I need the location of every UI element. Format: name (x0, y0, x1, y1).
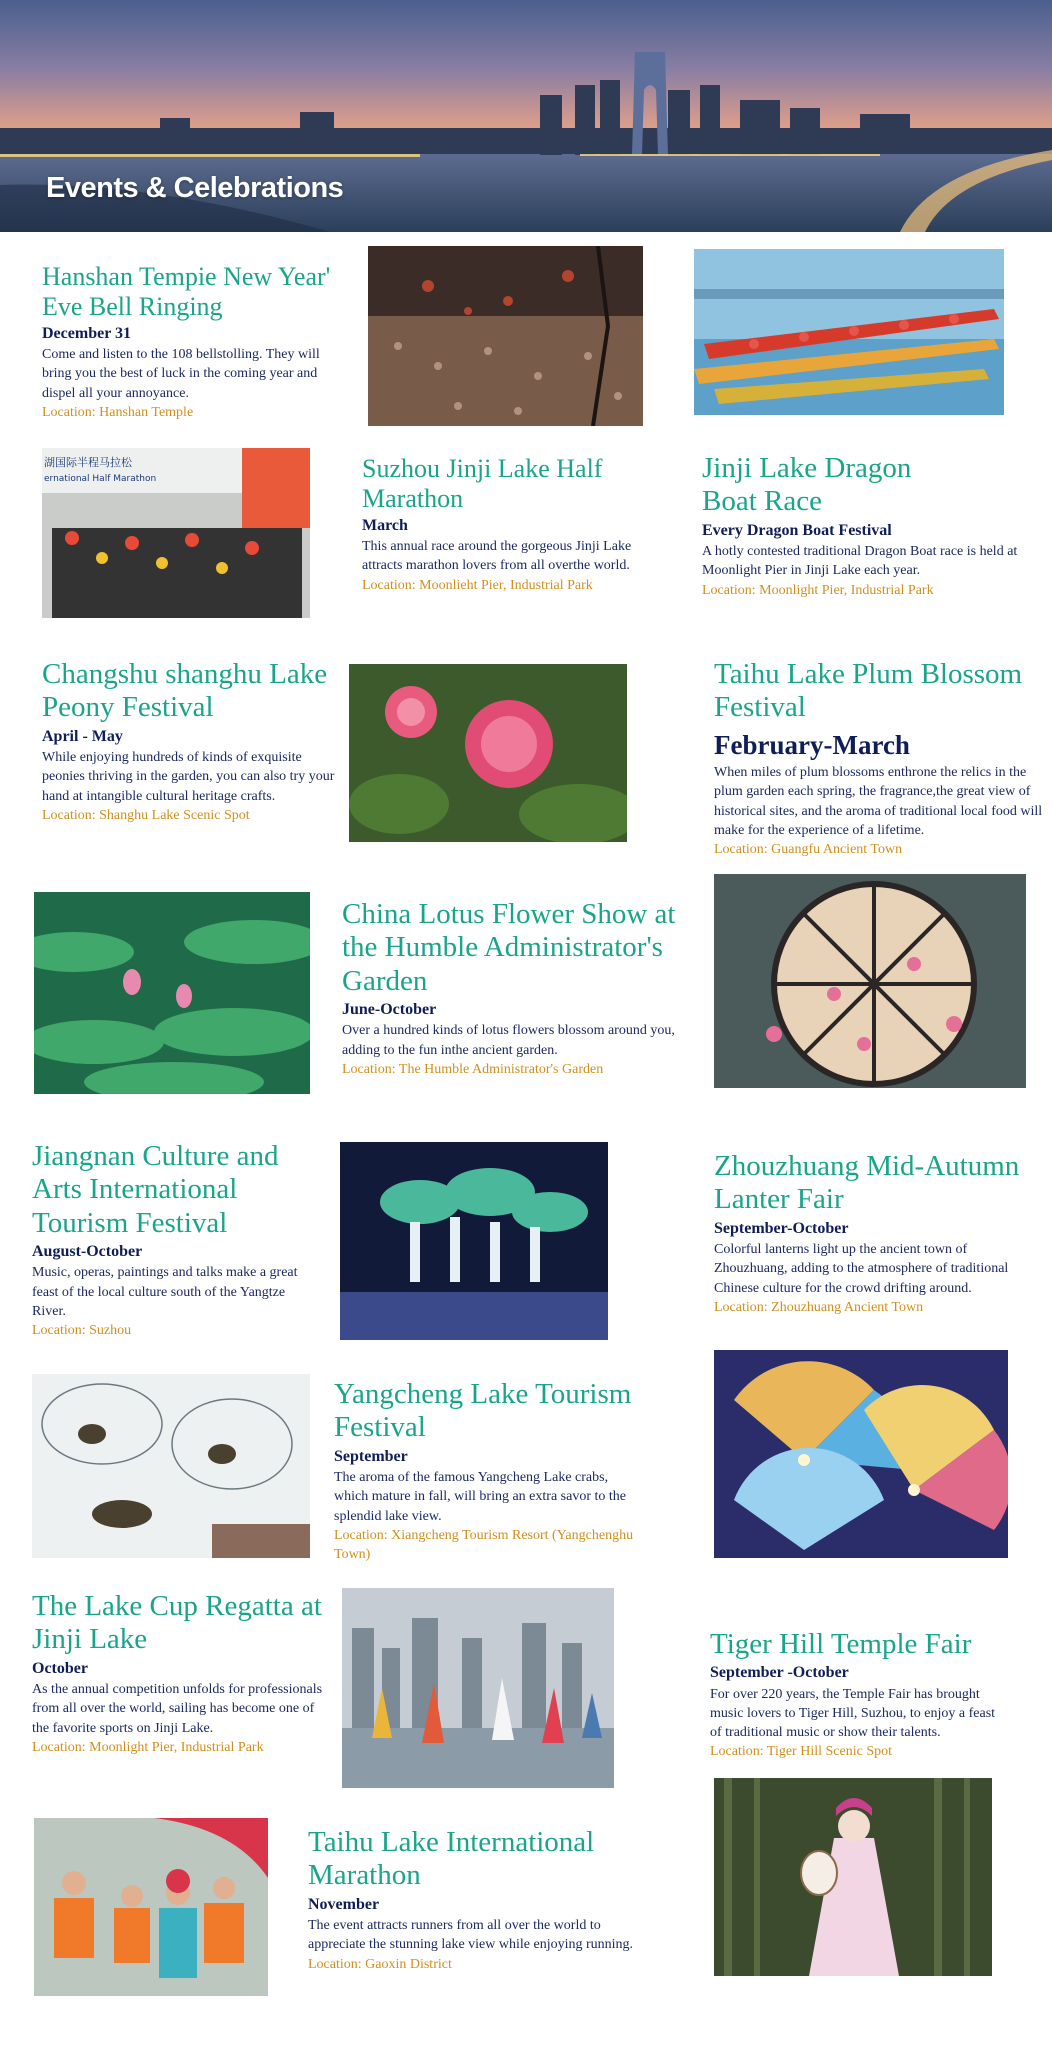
event-description: Colorful lanterns light up the ancient town of Zhouzhuang, adding to the atmosphere of traditional Chinese culture for the crowd drifting around. (714, 1241, 1009, 1296)
event-location: Location: Tiger Hill Scenic Spot (710, 1744, 892, 1760)
event-description: The event attracts runners from all over the world to appreciate the stunning lake view while enjoying running. (308, 1917, 634, 1953)
event-dragon-boat (702, 452, 1032, 600)
event-jinji-half-marathon (362, 454, 652, 595)
event-location: Location: Moonlight Pier, Industrial Park (702, 582, 934, 598)
event-location: Location: Guangfu Ancient Town (714, 842, 903, 858)
dragon-boat-photo (694, 249, 1004, 415)
event-title: Taihu Lake Plum Blossom Festival (714, 658, 1023, 724)
event-date: April - May (42, 727, 123, 745)
event-location: Location: Xiangcheng Tourism Resort (Yangchenghu Town) (334, 1527, 634, 1563)
lantern-fair-photo (714, 1350, 1008, 1558)
event-description: As the annual competition unfolds for professionals from all over the world, sailing has become one of the favorite sports on Jinji Lake. (32, 1681, 323, 1736)
event-title: Jinji Lake Dragon Boat Race (702, 452, 912, 518)
umbrella-dance-photo (340, 1142, 608, 1340)
event-date: June-October (342, 1001, 437, 1019)
event-date: November (308, 1895, 380, 1913)
event-taihu-marathon (308, 1826, 648, 1974)
event-description: Over a hundred kinds of lotus flowers blossom around you, adding to the fun inthe ancient garden. (342, 1023, 675, 1058)
event-location: Location: Zhouzhuang Ancient Town (714, 1299, 924, 1315)
event-zhouzhuang-lantern (714, 1150, 1052, 1317)
regatta-photo (342, 1588, 614, 1788)
event-title: Jiangnan Culture and Arts International Tourism Festival (32, 1140, 279, 1239)
event-date: October (32, 1659, 88, 1677)
event-date: September -October (710, 1664, 849, 1682)
event-title: China Lotus Flower Show at the Humble Administrator's Garden (342, 898, 676, 997)
event-date: Every Dragon Boat Festival (702, 521, 892, 539)
event-description: This annual race around the gorgeous Jinji Lake attracts marathon lovers from all overthe world. (362, 538, 632, 574)
event-date: March (362, 516, 408, 534)
event-peony-festival (42, 658, 342, 825)
crowd-bell-photo (368, 246, 643, 426)
event-date: September (334, 1447, 408, 1465)
event-title: Taihu Lake International Marathon (308, 1826, 595, 1892)
event-description: Come and listen to the 108 bellstolling. They will bring you the best of luck in the coming year and dispel all your annoyance. (42, 346, 320, 401)
event-title: Suzhou Jinji Lake Half Marathon (362, 454, 603, 513)
event-description: For over 220 years, the Temple Fair has brought music lovers to Tiger Hill, Suzhou, to enjoy a feast of traditional music or show their talents. (710, 1686, 996, 1741)
event-date: February-March (714, 729, 910, 760)
event-title: Zhouzhuang Mid-Autumn Lanter Fair (714, 1150, 1020, 1216)
event-date: September-October (714, 1219, 849, 1237)
event-location: Location: Shanghu Lake Scenic Spot (42, 807, 250, 823)
event-title: Tiger Hill Temple Fair (710, 1628, 972, 1660)
event-yangcheng-lake (334, 1378, 634, 1564)
event-lake-cup-regatta (32, 1590, 332, 1757)
event-location: Location: Moonlight Pier, Industrial Park (32, 1739, 264, 1755)
banner-subtext: ernational Half Marathon (44, 474, 157, 484)
event-description: Music, operas, paintings and talks make a great feast of the local culture south of the Yangtze River. (32, 1265, 298, 1319)
half-marathon-photo (42, 448, 310, 618)
event-location: Location: Suzhou (32, 1323, 132, 1339)
plum-blossom-photo (714, 874, 1026, 1088)
event-hanshan-bell (42, 262, 342, 422)
event-title: Yangcheng Lake Tourism Festival (334, 1378, 632, 1444)
event-description: The aroma of the famous Yangcheng Lake crabs, which mature in fall, will bring an extra savor to the splendid lake view. (334, 1469, 626, 1524)
event-title: The Lake Cup Regatta at Jinji Lake (32, 1590, 322, 1656)
lake-marathon-photo (34, 1818, 268, 1996)
peony-photo (349, 664, 627, 842)
event-date: December 31 (42, 324, 131, 342)
event-title: Changshu shanghu Lake Peony Festival (42, 658, 328, 724)
event-location: Location: Hanshan Temple (42, 404, 194, 420)
event-title: Hanshan Tempie New Year' Eve Bell Ringing (42, 262, 331, 321)
event-lotus-show (342, 898, 682, 1079)
event-description: When miles of plum blossoms enthrone the relics in the plum garden each spring, the fragrance,the great view of historical sites, and the aroma of traditional local food will make for the experience of a lifetime. (714, 765, 1043, 839)
lotus-photo (34, 892, 310, 1094)
event-description: While enjoying hundreds of kinds of exquisite peonies thriving in the garden, you can also try your hand at intangible cultural heritage crafts. (42, 749, 335, 804)
event-description: A hotly contested traditional Dragon Boat race is held at Moonlight Pier in Jinji Lake each year. (702, 543, 1018, 579)
opera-performer-photo (714, 1778, 992, 1976)
page-title: Events & Celebrations (46, 172, 344, 204)
banner-text: 湖国际半程马拉松 (44, 456, 132, 469)
event-plum-blossom (714, 658, 1052, 860)
event-date: August-October (32, 1243, 143, 1261)
crab-photo (32, 1374, 310, 1558)
event-tiger-hill (710, 1628, 1052, 1762)
event-location: Location: The Humble Administrator's Garden (342, 1061, 604, 1077)
event-location: Location: Moonlieht Pier, Industrial Park (362, 577, 593, 593)
event-location: Location: Gaoxin District (308, 1956, 452, 1972)
event-jiangnan-culture (32, 1140, 322, 1340)
hero-banner (0, 0, 1052, 232)
